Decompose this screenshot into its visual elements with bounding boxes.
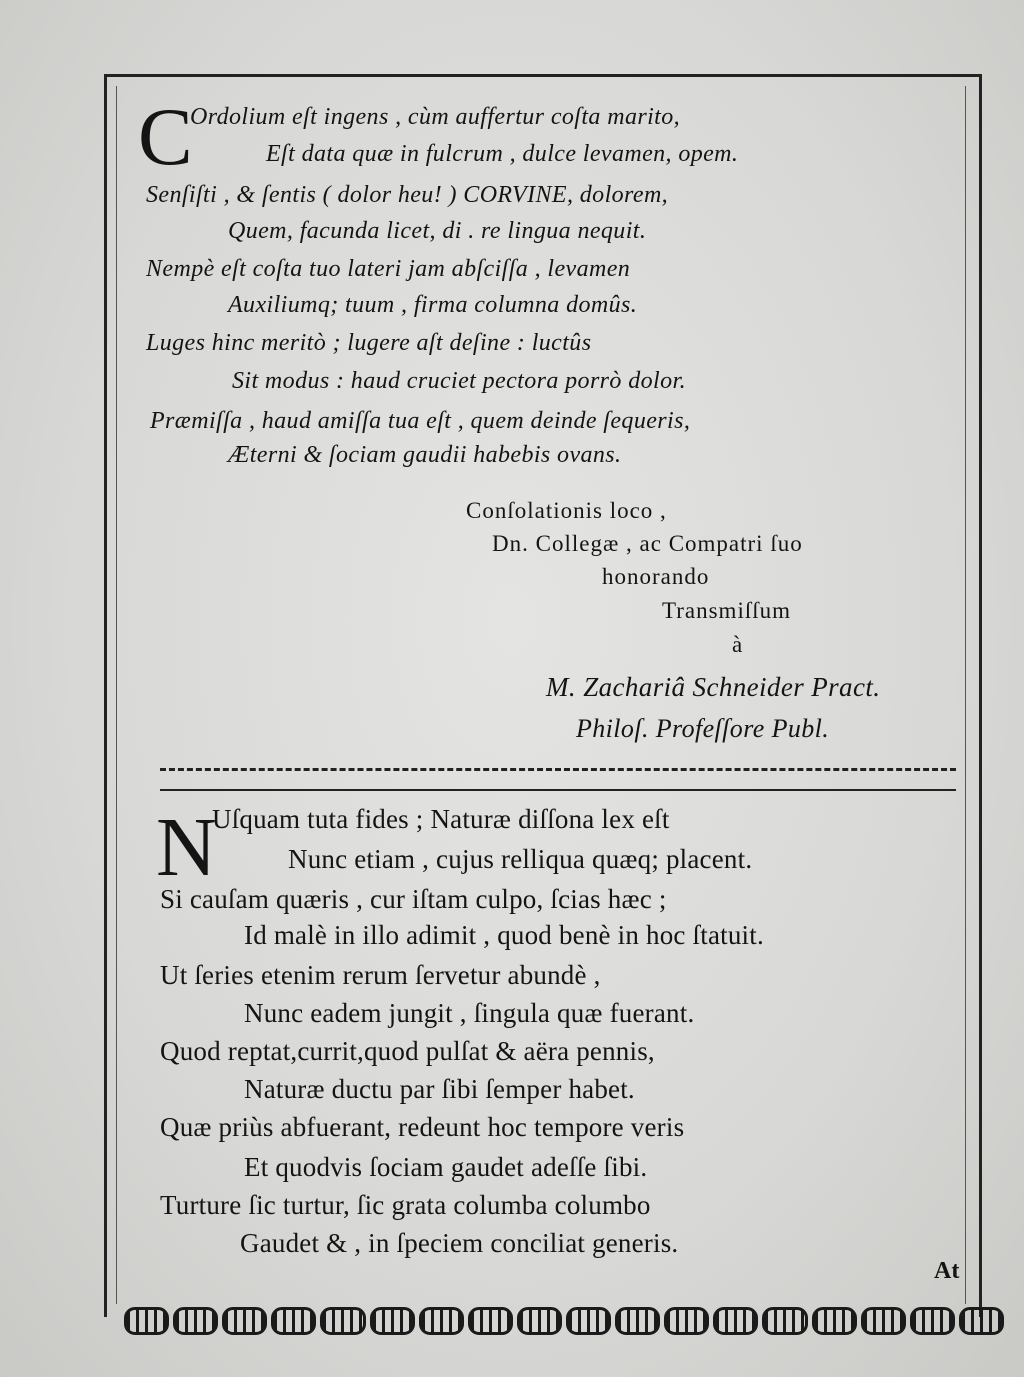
ornament-piece [812,1307,857,1335]
attribution-line: Transmiſſum [662,598,792,623]
ornament-piece [320,1307,365,1335]
ornament-piece [370,1307,415,1335]
poem-one-line: Luges hinc meritò ; lugere aſt deſine : luctûs [146,330,592,356]
section-separator [160,768,956,791]
attribution-line: Dn. Collegæ , ac Compatri ſuo [492,531,803,556]
poem-two-line: Ut ſeries etenim rerum ſervetur abundè , [160,960,601,990]
poem-one-line: Eſt data quæ in fulcrum , dulce levamen, opem. [266,141,739,167]
drop-cap-c: C [138,91,193,182]
poem-two-line: Nunc etiam , cujus relliqua quæq; placent. [288,844,753,874]
ornament-piece [468,1307,513,1335]
ornament-piece [762,1307,807,1335]
poem-one-line: Nempè eſt coſta tuo lateri jam abſciſſa , levamen [146,256,631,282]
ornament-piece [910,1307,955,1335]
ornament-piece [517,1307,562,1335]
poem-one-line: Æterni & ſociam gaudii habebis ovans. [228,442,622,468]
poem-two-line: Et quodvis ſociam gaudet adeſſe ſibi. [244,1152,648,1182]
ornament-piece [271,1307,316,1335]
poem-two-line: Nunc eadem jungit , ſingula quæ fuerant. [244,998,695,1028]
catchword: At [934,1258,960,1284]
author-line: Philoſ. Profeſſore Publ. [576,714,830,743]
attribution-line: Conſolationis loco , [466,498,667,523]
poem-two-line: Turture ſic turtur, ſic grata columba columbo [160,1190,651,1220]
ornament-piece [615,1307,660,1335]
poem-one-line: Præmiſſa , haud amiſſa tua eſt , quem deinde ſequeris, [150,408,691,434]
attribution-line: à [732,632,744,657]
ornament-piece [222,1307,267,1335]
poem-one-line: Ordolium eſt ingens , cùm auffertur coſta marito, [190,104,681,130]
poem-two-line: Naturæ ductu par ſibi ſemper habet. [244,1074,635,1104]
poem-two-line: Id malè in illo adimit , quod benè in hoc ſtatuit. [244,920,764,950]
poem-two-line: Si cauſam quæris , cur iſtam culpo, ſcias hæc ; [160,884,667,914]
ornament-piece [861,1307,906,1335]
ornament-piece [173,1307,218,1335]
ornament-border [124,1306,1004,1336]
ornament-piece [664,1307,709,1335]
ornament-piece [959,1307,1004,1335]
poem-two-line: Gaudet & , in ſpeciem conciliat generis. [240,1228,679,1258]
drop-cap-n: N [156,801,217,894]
poem-one-line: Auxiliumq; tuum , firma columna domûs. [228,292,638,318]
poem-one-line: Quem, facunda licet, di . re lingua nequit. [228,218,647,244]
author-line: M. Zachariâ Schneider Pract. [546,672,881,702]
poem-two-line: Quæ priùs abfuerant, redeunt hoc tempore veris [160,1112,685,1142]
attribution-line: honorando [602,564,710,589]
poem-one-line: Sit modus : haud cruciet pectora porrò dolor. [232,368,686,394]
ornament-piece [419,1307,464,1335]
poem-two-line: Quod reptat,currit,quod pulſat & aëra pennis, [160,1036,655,1066]
ornament-piece [124,1307,169,1335]
poem-two-line: Uſquam tuta fides ; Naturæ diſſona lex eſt [212,804,670,834]
ornament-piece [566,1307,611,1335]
ornament-piece [713,1307,758,1335]
poem-one-line: Senſiſti , & ſentis ( dolor heu! ) CORVINE, dolorem, [146,182,669,208]
